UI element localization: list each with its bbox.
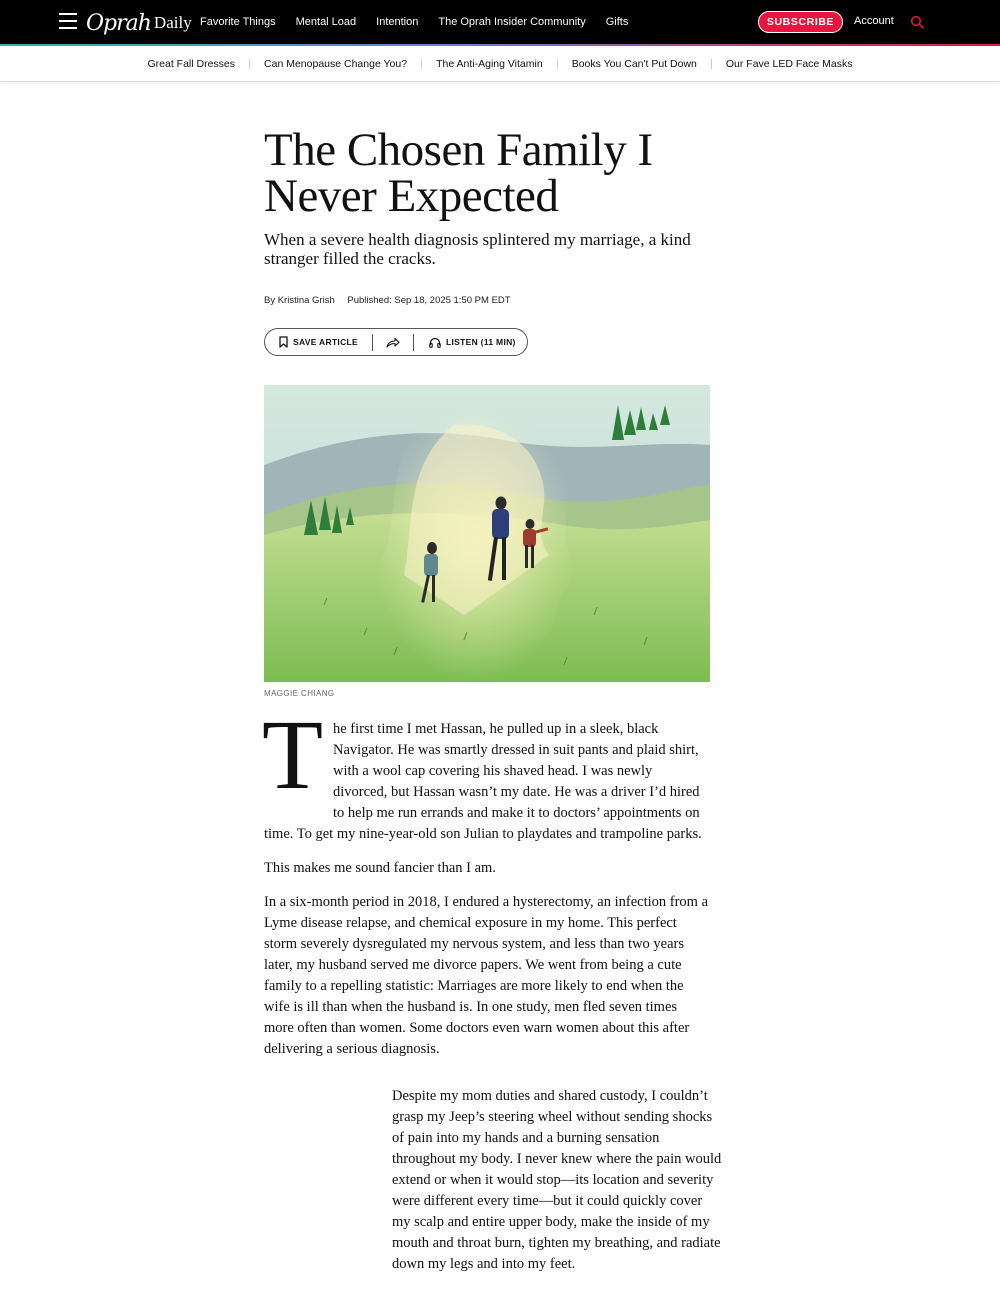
nav-link-insider-community[interactable]: The Oprah Insider Community: [438, 16, 586, 28]
dropcap-container: [262, 699, 330, 810]
article-paragraph-2: This makes me sound fancier than I am.: [264, 860, 496, 876]
hero-illustration: [264, 385, 710, 682]
headphones-icon: [429, 337, 441, 348]
author-link[interactable]: By Kristina Grish: [264, 295, 335, 306]
article-title: The Chosen Family I Never Expected: [264, 124, 653, 222]
logo-script: Oprah: [86, 10, 151, 36]
subscribe-button[interactable]: SUBSCRIBE: [758, 11, 843, 33]
nav-link-mental-load[interactable]: Mental Load: [295, 16, 357, 28]
trending-link-books[interactable]: Books You Can't Put Down: [571, 57, 697, 70]
divider: [413, 334, 414, 351]
trending-link-fall-dresses[interactable]: Great Fall Dresses: [147, 57, 236, 70]
divider: [372, 334, 373, 351]
article-paragraph-1: [262, 699, 710, 845]
article-paragraph-3: In a six-month period in 2018, I endured a hysterectomy, an infection from a Lyme disease relapse, and chemical exposure in my home. This perfect storm severely dysregulated my nervous system, and less than two years later, my husband served me divorce papers. We went from being a cute family to a repelling statistic: Marriages are more likely to end when the wife is ill than when the husband is. In one study, men fled seven times more often than women. Some doctors even warn women about this after delivering a serious diagnosis.: [264, 894, 708, 1057]
image-credit: MAGGIE CHIANG: [264, 689, 335, 698]
article-paragraph-4: Despite my mom duties and shared custody, I couldn’t grasp my Jeep’s steering wheel without sending shocks of pain into my hands and a burning sensation throughout my body. I never knew where the pain would extend or when it would stop—its location and severity were different every time—but it could quickly cover my scalp and entire upper body, make the inside of my mouth and throat burn, tighten my breathing, and radiate down my legs and into my feet.: [392, 1088, 722, 1272]
nav-link-favorite-things[interactable]: Favorite Things: [200, 16, 276, 28]
site-logo[interactable]: [86, 8, 192, 38]
share-icon: [386, 337, 400, 348]
paragraph-1-text: he first time I met Hassan, he pulled up in a sleek, black Navigator. He was smartly dressed in suit pants and plaid shirt, with a wool cap covering his shaved head. I was newly divorced, but Hassan wasn’t my date. He was a driver I’d hired to help me run errands and make it to doctors’ appointments on time. To get my nine-year-old son Julian to playdates and trampoline parks.: [264, 721, 702, 842]
account-link[interactable]: Account: [854, 15, 894, 27]
main-nav: [200, 0, 648, 44]
bookmark-icon: [279, 336, 288, 348]
listen-label: LISTEN (11 MIN): [446, 337, 516, 347]
search-icon[interactable]: [910, 15, 924, 29]
byline: [264, 295, 521, 306]
dropcap-letter: T: [262, 699, 324, 810]
top-navigation: [0, 0, 1000, 44]
save-article-label: SAVE ARTICLE: [293, 337, 358, 347]
article-action-bar: [264, 328, 528, 356]
nav-link-gifts[interactable]: Gifts: [605, 16, 629, 28]
article-dek: When a severe health diagnosis splintered my marriage, a kind stranger filled the cracks.: [264, 230, 691, 268]
share-button[interactable]: [386, 337, 405, 348]
hamburger-icon[interactable]: [59, 13, 77, 29]
listen-button[interactable]: [429, 337, 516, 348]
save-article-button[interactable]: [279, 336, 358, 348]
publish-date: Published: Sep 18, 2025 1:50 PM EDT: [347, 295, 511, 306]
trending-link-anti-aging-vitamin[interactable]: The Anti-Aging Vitamin: [436, 57, 543, 70]
trending-link-led-masks[interactable]: Our Fave LED Face Masks: [725, 57, 853, 70]
trending-link-menopause[interactable]: Can Menopause Change You?: [264, 57, 408, 70]
logo-word: Daily: [153, 13, 192, 32]
trending-bar: [0, 46, 1000, 82]
nav-link-intention[interactable]: Intention: [376, 16, 419, 28]
